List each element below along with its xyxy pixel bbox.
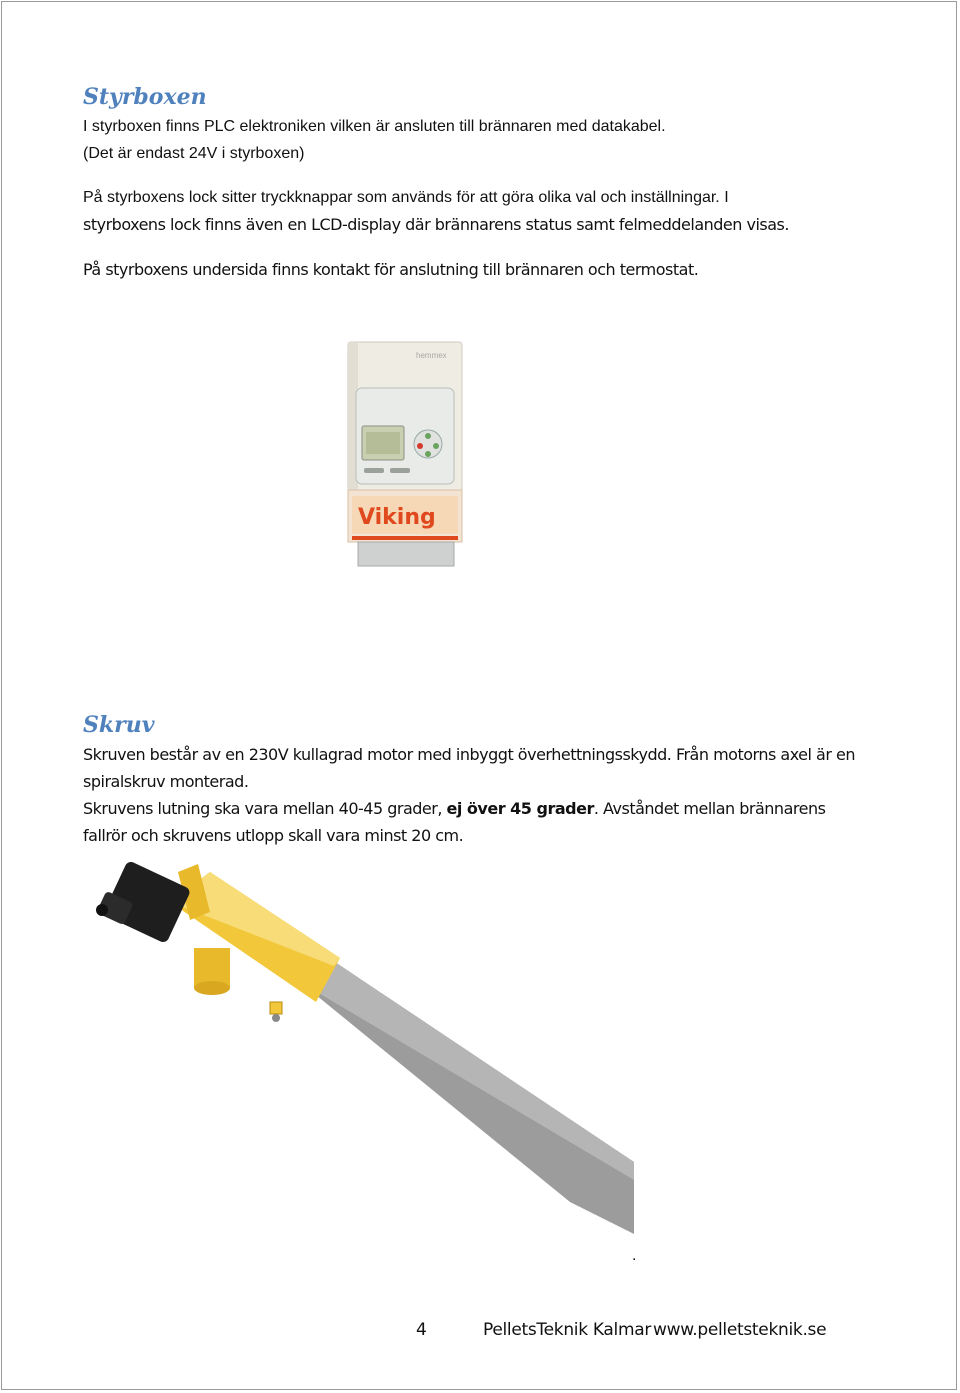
control-box-photo bbox=[344, 340, 466, 570]
section-heading-styrboxen: Styrboxen bbox=[83, 84, 207, 110]
skruv-text-line-4: fallrör och skruvens utlopp skall vara minst 20 cm. bbox=[83, 826, 464, 845]
skruv-text-line-3 bbox=[83, 795, 903, 822]
skruv-text-emphasis: ej över 45 grader bbox=[446, 799, 594, 818]
skruv-text-line-3-start: Skruvens lutning ska vara mellan 40-45 grader, bbox=[83, 799, 447, 818]
styrboxen-text-line-1: I styrboxen finns PLC elektroniken vilken är ansluten till brännaren med datakabel. bbox=[83, 118, 666, 135]
styrboxen-text-line-2: (Det är endast 24V i styrboxen) bbox=[83, 145, 305, 162]
page-number: 4 bbox=[416, 1320, 427, 1340]
skruv-text-line-2: spiralskruv monterad. bbox=[83, 772, 249, 791]
footer-website: www.pelletsteknik.se bbox=[653, 1320, 827, 1340]
styrboxen-text-line-3: På styrboxens lock sitter tryckknappar som används för att göra olika val och inställningar. I bbox=[83, 189, 729, 206]
skruv-text-line-3-end: . Avståndet mellan brännarens bbox=[593, 799, 826, 818]
screw-conveyor-photo bbox=[90, 862, 636, 1242]
viking-logo: Viking bbox=[358, 505, 436, 530]
footer-company: PelletsTeknik Kalmar bbox=[483, 1320, 652, 1340]
styrboxen-text-line-5: På styrboxens undersida finns kontakt för anslutning till brännaren och termostat. bbox=[83, 260, 699, 279]
skruv-text-line-1: Skruven består av en 230V kullagrad motor med inbyggt överhettningsskydd. Från motorns axel är en bbox=[83, 745, 855, 764]
trailing-dot: . bbox=[632, 1247, 637, 1264]
box-top-label: hemmex bbox=[416, 351, 447, 360]
section-heading-skruv: Skruv bbox=[83, 712, 155, 738]
styrboxen-text-line-4: styrboxens lock finns även en LCD-display där brännarens status samt felmeddelanden visas. bbox=[83, 215, 789, 234]
